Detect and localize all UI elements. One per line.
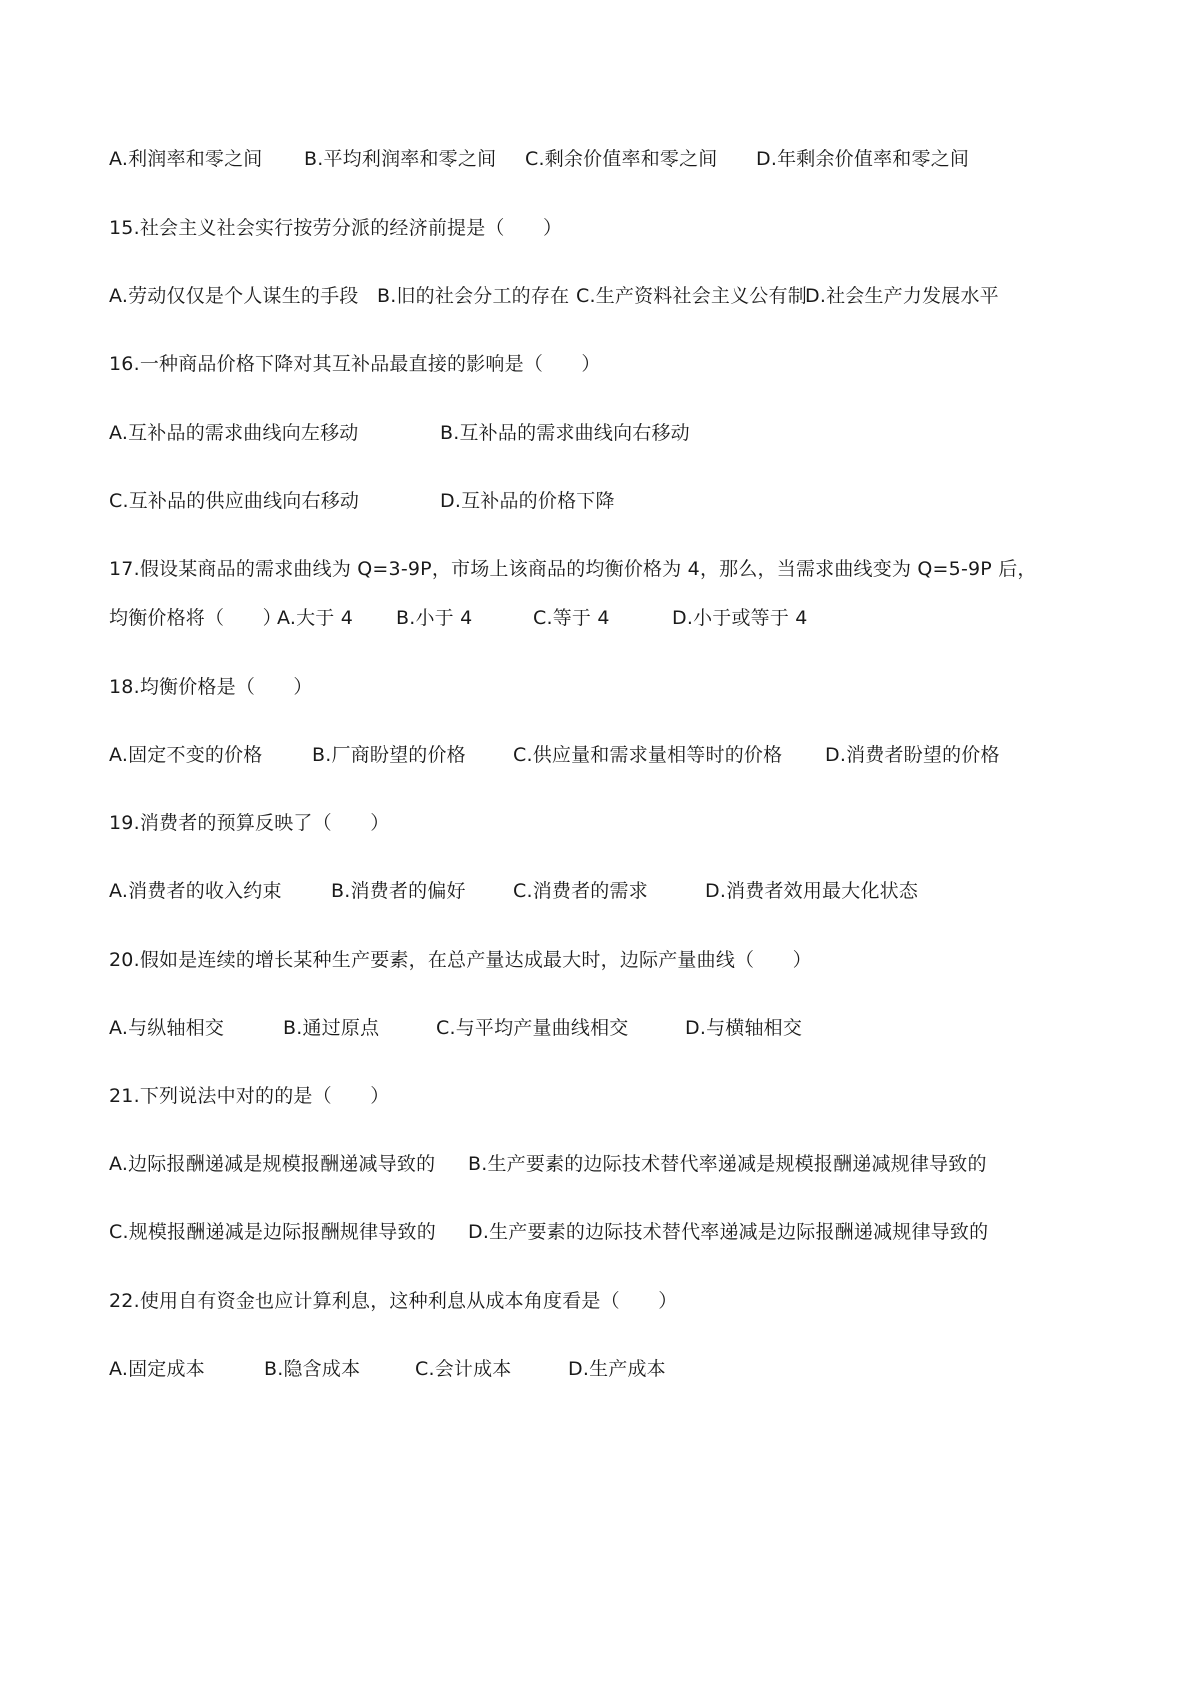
q21-stem: 21.下列说法中对的的是（ ）: [109, 1085, 390, 1107]
q15-option-a: A.劳动仅仅是个人谋生的手段: [109, 285, 359, 307]
q19-stem: 19.消费者的预算反映了（ ）: [109, 812, 390, 834]
q22-option-a: A.固定成本: [109, 1358, 205, 1380]
q21-option-a: A.边际报酬递减是规模报酬递减导致的: [109, 1153, 436, 1175]
q14-option-a: A.利润率和零之间: [109, 148, 263, 170]
q20-option-d: D.与横轴相交: [685, 1017, 803, 1039]
q17-option-b: B.小于 4: [396, 607, 473, 629]
q17-stem-line1: 17.假设某商品的需求曲线为 Q=3-9P，市场上该商品的均衡价格为 4，那么，当需求曲线变为 Q=5-9P 后，: [109, 558, 1037, 580]
q18-stem: 18.均衡价格是（ ）: [109, 676, 313, 698]
q14-option-c: C.剩余价值率和零之间: [525, 148, 718, 170]
q19-option-c: C.消费者的需求: [513, 880, 648, 902]
q14-option-b: B.平均利润率和零之间: [304, 148, 497, 170]
q22-option-c: C.会计成本: [415, 1358, 512, 1380]
q14-option-d: D.年剩余价值率和零之间: [756, 148, 970, 170]
q20-option-a: A.与纵轴相交: [109, 1017, 225, 1039]
q16-option-a: A.互补品的需求曲线向左移动: [109, 422, 359, 444]
q15-stem: 15.社会主义社会实行按劳分派的经济前提是（ ）: [109, 217, 563, 239]
q16-option-c: C.互补品的供应曲线向右移动: [109, 490, 360, 512]
q20-stem: 20.假如是连续的增长某种生产要素，在总产量达成最大时，边际产量曲线（ ）: [109, 949, 812, 971]
q16-option-d: D.互补品的价格下降: [440, 490, 615, 512]
q22-option-d: D.生产成本: [568, 1358, 666, 1380]
q22-option-b: B.隐含成本: [264, 1358, 361, 1380]
q17-option-a: A.大于 4: [277, 607, 354, 629]
q19-option-a: A.消费者的收入约束: [109, 880, 282, 902]
q16-stem: 16.一种商品价格下降对其互补品最直接的影响是（ ）: [109, 353, 601, 375]
q15-option-b: B.旧的社会分工的存在: [377, 285, 570, 307]
q21-option-d: D.生产要素的边际技术替代率递减是边际报酬递减规律导致的: [468, 1221, 989, 1243]
q21-option-b: B.生产要素的边际技术替代率递减是规模报酬递减规律导致的: [468, 1153, 987, 1175]
q17-option-c: C.等于 4: [533, 607, 610, 629]
q15-option-d: D.社会生产力发展水平: [805, 285, 999, 307]
q22-stem: 22.使用自有资金也应计算利息，这种利息从成本角度看是（ ）: [109, 1290, 678, 1312]
q21-option-c: C.规模报酬递减是边际报酬规律导致的: [109, 1221, 436, 1243]
q19-option-b: B.消费者的偏好: [331, 880, 466, 902]
q17-stem-tail: 均衡价格将（ ）: [109, 607, 282, 629]
q20-option-b: B.通过原点: [283, 1017, 380, 1039]
q19-option-d: D.消费者效用最大化状态: [705, 880, 919, 902]
q18-option-d: D.消费者盼望的价格: [825, 744, 1000, 766]
q18-option-b: B.厂商盼望的价格: [312, 744, 466, 766]
q20-option-c: C.与平均产量曲线相交: [436, 1017, 629, 1039]
q17-option-d: D.小于或等于 4: [672, 607, 808, 629]
q15-option-c: C.生产资料社会主义公有制: [576, 285, 807, 307]
q16-option-b: B.互补品的需求曲线向右移动: [440, 422, 690, 444]
q18-option-a: A.固定不变的价格: [109, 744, 263, 766]
q18-option-c: C.供应量和需求量相等时的价格: [513, 744, 783, 766]
